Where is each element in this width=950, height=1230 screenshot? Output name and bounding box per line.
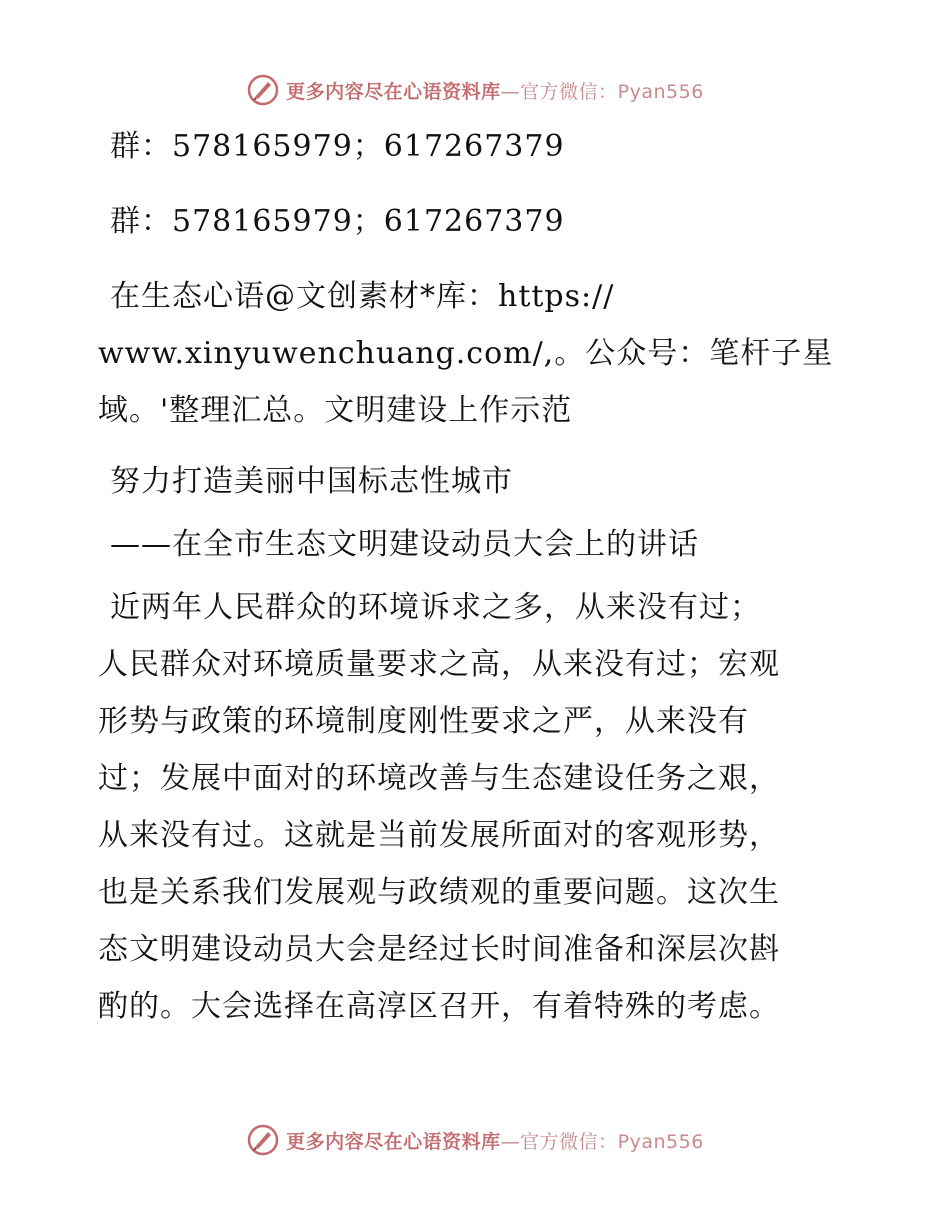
paragraph-line-5: 从来没有过。这就是当前发展所面对的客观形势， [98, 818, 780, 853]
group-line-2: 群：578165979；617267379 [110, 204, 565, 239]
paragraph-line-1: 近两年人民群众的环境诉求之多，从来没有过； [110, 590, 761, 625]
paragraph-line-4: 过；发展中面对的环境改善与生态建设任务之艰， [98, 761, 780, 796]
paragraph-line-8: 酌的。大会选择在高淳区召开，有着特殊的考虑。 [98, 989, 780, 1024]
paragraph-line-3: 形势与政策的环境制度刚性要求之严，从来没有 [98, 704, 749, 739]
quill-logo-icon [246, 1123, 280, 1157]
source-line-2: www.xinyuwenchuang.com/,。公众号：笔杆子星 [98, 336, 834, 371]
watermark-text: 更多内容尽在心语资料库—官方微信：Pyan556 [286, 80, 704, 103]
source-line-1: 在生态心语@文创素材*库：https:// [110, 279, 615, 314]
footer-watermark [0, 1120, 950, 1160]
watermark-text: 更多内容尽在心语资料库—官方微信：Pyan556 [286, 1130, 704, 1153]
quill-logo-icon [246, 73, 280, 107]
document-body [98, 118, 858, 1035]
group-line-1: 群：578165979；617267379 [110, 129, 565, 164]
paragraph-line-6: 也是关系我们发展观与政绩观的重要问题。这次生 [98, 875, 780, 910]
document-subtitle: ——在全市生态文明建设动员大会上的讲话 [110, 527, 699, 562]
paragraph-line-7: 态文明建设动员大会是经过长时间准备和深层次斟 [98, 932, 780, 967]
header-watermark [0, 70, 950, 110]
document-title: 努力打造美丽中国标志性城市 [110, 464, 513, 499]
paragraph-line-2: 人民群众对环境质量要求之高，从来没有过；宏观 [98, 647, 780, 682]
source-line-3: 域。'整理汇总。文明建设上作示范 [98, 393, 573, 428]
